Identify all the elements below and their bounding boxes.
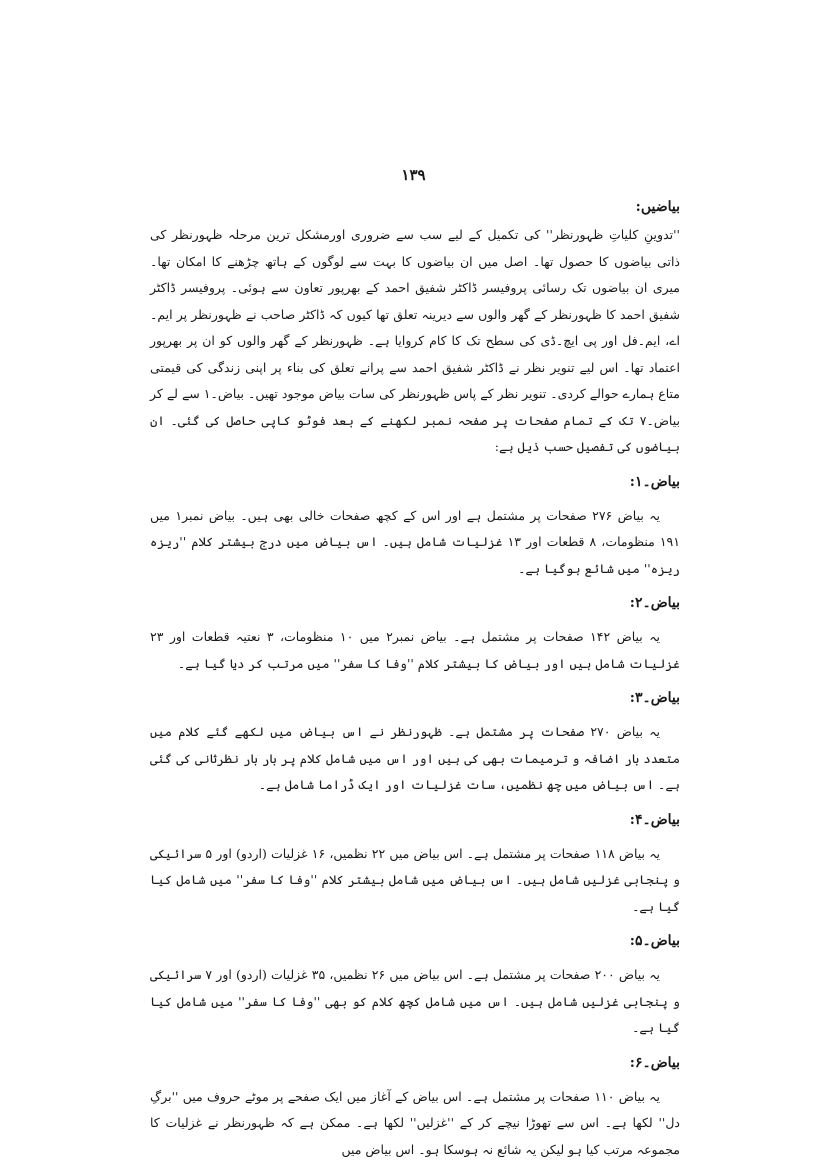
section-bayaz-5 xyxy=(150,930,680,1042)
section-paragraph: یہ بیاض ۱۱۸ صفحات پر مشتمل ہے۔ اس بیاض میں ۲۲ نظمیں، ۱۶ غزلیات (اردو) اور ۵ سرائیکی و پنجابی غزلیں شامل ہیں۔ اس بیاض میں شامل بیشتر کلام ''وفا کا سفر'' میں شامل کیا گیا ہے۔ xyxy=(150,845,680,914)
section-paragraph: یہ بیاض ۲۷۶ صفحات پر مشتمل ہے اور اس کے کچھ صفحات خالی بھی ہیں۔ بیاض نمبر۱ میں ۱۹۱ منظومات، ۸ قطعات اور ۱۳ غزلیات شامل ہیں۔ اس بیاض میں درج بیشتر کلام ''ریزہ ریزہ'' میں شائع ہوگیا ہے۔ xyxy=(150,507,680,576)
section-bayaz-3 xyxy=(150,687,680,799)
section-paragraph: یہ بیاض ۱۴۲ صفحات پر مشتمل ہے۔ بیاض نمبر۲ میں ۱۰ منظومات، ۳ نعتیہ قطعات اور ۲۳ غزلیات شامل ہیں اور بیاض کا بیشتر کلام ''وفا کا سفر'' میں مرتب کر دیا گیا ہے۔ xyxy=(150,629,680,671)
section-bayaz-1 xyxy=(150,471,680,583)
section-paragraph: یہ بیاض ۲۷۰ صفحات پر مشتمل ہے۔ ظہورنظر نے اس بیاض میں لکھے گئے کلام میں متعدد بار اضافہ و ترمیمات بھی کی ہیں اور اس میں شامل کلام پر بار بار نظرثانی کی گئی ہے۔ اس بیاض میں چھ نظمیں، سات غزلیات اور ایک ڈراما شامل ہے۔ xyxy=(150,724,680,792)
section-paragraph: یہ بیاض ۲۰۰ صفحات پر مشتمل ہے۔ اس بیاض میں ۲۶ نظمیں، ۳۵ غزلیات (اردو) اور ۷ سرائیکی و پنجابی غزلیں شامل ہیں۔ اس میں شامل کچھ کلام کو بھی ''وفا کا سفر'' میں شامل کیا گیا ہے۔ xyxy=(150,967,680,1035)
section-bayaz-2 xyxy=(150,592,680,677)
section-heading: بیاض۔۳: xyxy=(629,690,680,706)
section-heading: بیاض۔۵: xyxy=(629,933,680,949)
section-heading: بیاض۔۲: xyxy=(629,595,680,611)
section-bayaz-4 xyxy=(150,809,680,921)
section-bayaz-6 xyxy=(150,1052,680,1164)
page-content xyxy=(150,196,680,1163)
intro-paragraph: ''تدوینِ کلیاتِ ظہورنظر'' کی تکمیل کے لیے سب سے ضروری اورمشکل ترین مرحلہ ظہورنظر کی ذاتی بیاضوں کا حصول تھا۔ اصل میں ان بیاضوں کا بہت سے لوگوں کے ہاتھ چڑھنے کا امکان تھا۔ میری ان بیاضوں تک رسائی پروفیسر ڈاکٹر شفیق احمد کے بھرپور تعاون سے ہوئی۔ پروفیسر ڈاکٹر شفیق احمد کا ظہورنظر کے گھر والوں سے دیرینہ تعلق تھا کیوں کہ ڈاکٹر صاحب نے ظہورنظر پر ایم۔اے، ایم۔فل اور پی ایچ۔ڈی کی سطح تک کا کام کروایا ہے۔ ظہورنظر کے گھر والوں کو ان پر بھرپور اعتماد تھا۔ اس لیے تنویر نظر نے ڈاکٹر شفیق احمد سے پرانے تعلق کی بناء پر اپنی زندگی کی قیمتی متاع ہمارے حوالے کردی۔ تنویر نظر کے پاس ظہورنظر کی سات بیاض موجود تھیں۔ بیاض۔۱ سے لے کر بیاض۔۷ تک کے تمام صفحات پر صفحہ نمبر لکھنے کے بعد فوٹو کاپی حاصل کی گئی۔ ان بیاضوں کی تفصیل حسب ذیل ہے: xyxy=(150,227,681,454)
section-heading: بیاض۔۴: xyxy=(629,811,680,828)
page-number: ۱۳۹ xyxy=(401,166,426,184)
section-paragraph: یہ بیاض ۱۱۰ صفحات پر مشتمل ہے۔ اس بیاض کے آغاز میں ایک صفحے پر موٹے حروف میں ''برگِ دل'' لکھا ہے۔ اس سے تھوڑا نیچے کر کے ''غزلیں'' لکھا ہے۔ ممکن ہے کہ ظہورنظر نے غزلیات کا مجموعہ مرتب کیا ہو لیکن یہ شائع نہ ہوسکا ہو۔ اس بیاض میں xyxy=(150,1088,680,1157)
section-heading: بیاض۔۱: xyxy=(629,473,680,490)
section-heading: بیاض۔۶: xyxy=(629,1054,680,1071)
section-title: بیاضیں: xyxy=(635,199,680,215)
